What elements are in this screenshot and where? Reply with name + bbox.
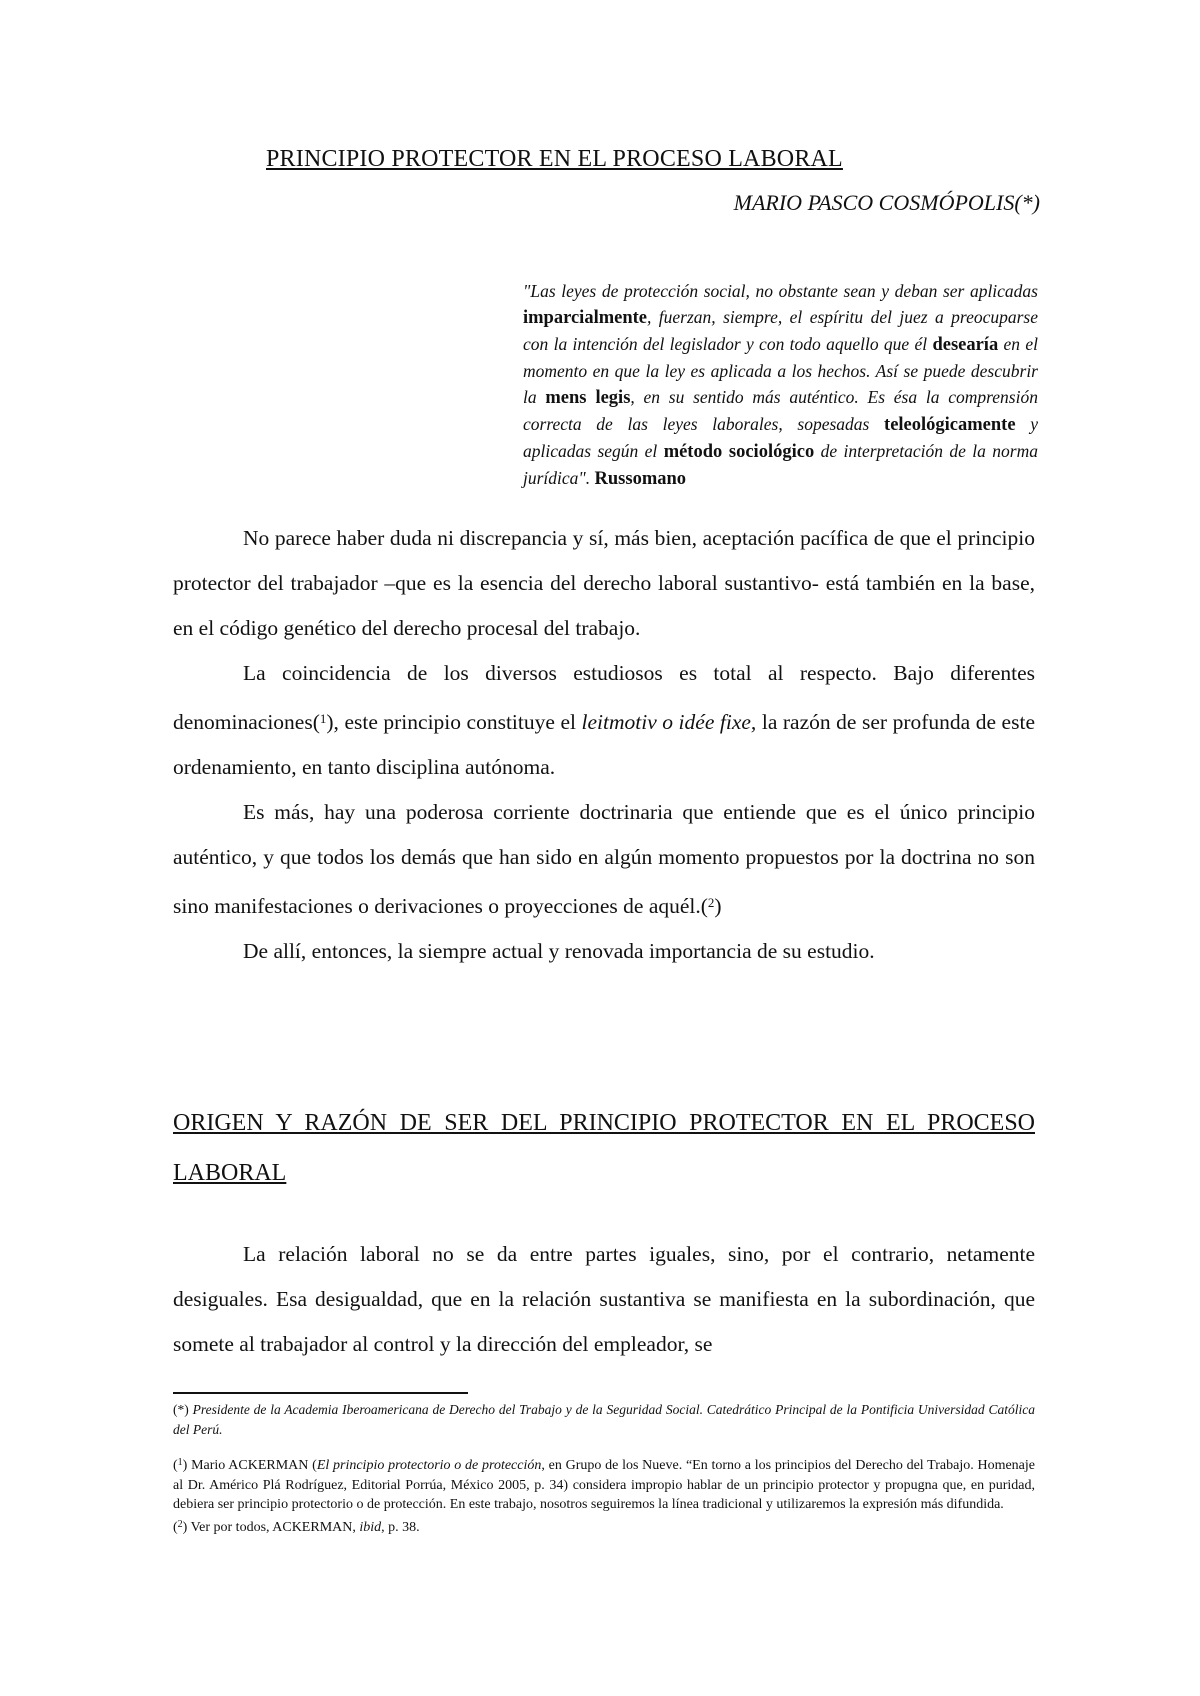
epigraph-emphasis: método sociológico xyxy=(663,442,815,462)
footnote-text: , en Grupo de los Nueve. “En torno a los principios del Derecho del Trabajo. Homenaje al Dr. Américo Plá Rodríguez, Editorial Porrúa, México 2005, p. 34) considera impropio hablar de un principio protector y propugna que, en puridad, debiera ser principio protectorio o de protección. En este trabajo, nosotros seguiremos la línea tradicional y utilizaremos la expresión más difundida. xyxy=(173,1458,1035,1512)
epigraph-emphasis: imparcialmente xyxy=(523,308,647,328)
paragraph-text: ), este principio constituye el xyxy=(326,710,582,734)
footnotes xyxy=(173,1400,1035,1537)
section-heading: ORIGEN Y RAZÓN DE SER DEL PRINCIPIO PROTECTOR EN EL PROCESO LABORAL xyxy=(173,1110,1035,1186)
epigraph-text: , en su sentido más auténtico. Es ésa la comprensión correcta de las leyes laborales, sopesadas xyxy=(523,387,1038,434)
footnote-text: ) Mario ACKERMAN ( xyxy=(182,1458,317,1473)
epigraph-text: , fuerzan, siempre, el espíritu del juez a preocuparse con la intención del legislador y con todo aquello que él xyxy=(523,307,1038,354)
body-text xyxy=(173,516,1035,974)
footnote-italic: ibid xyxy=(359,1519,382,1535)
paragraph-text: ) xyxy=(714,894,722,918)
footnote-text: ) Ver por todos, ACKERMAN, xyxy=(182,1519,360,1535)
epigraph-text: de interpretación de la norma jurídica". xyxy=(523,441,1038,488)
paragraph-text: La coincidencia de los diversos estudiosos es total al respecto. Bajo diferentes denominaciones( xyxy=(173,661,1035,734)
epigraph-emphasis: desearía xyxy=(932,335,999,355)
footnote-ref[interactable]: 1 xyxy=(319,711,327,726)
document-author: MARIO PASCO COSMÓPOLIS(*) xyxy=(733,190,1040,215)
footnote-ref[interactable]: 2 xyxy=(707,895,715,910)
body-paragraph xyxy=(173,790,1035,929)
footnote-text: ( xyxy=(173,1458,178,1473)
footnote-mark: (*) xyxy=(173,1402,189,1417)
epigraph-text: "Las leyes de protección social, no obstante sean y deban ser aplicadas xyxy=(523,281,1038,301)
italic-phrase: leitmotiv o idée fixe, xyxy=(581,710,757,734)
footnote-number: 2 xyxy=(177,1518,183,1530)
footnote-author xyxy=(173,1400,1035,1439)
epigraph-quote xyxy=(523,278,1038,492)
body-paragraph xyxy=(173,651,1035,790)
epigraph-emphasis: mens legis xyxy=(545,388,631,408)
epigraph-text: y aplicadas según el xyxy=(523,414,1038,461)
paragraph-text: Es más, hay una poderosa corriente doctrinaria que entiende que es el único principio auténtico, y que todos los demás que han sido en algún momento propuestos por la doctrina no son sino manifestaciones o derivaciones o proyecciones de aquél.( xyxy=(173,800,1035,918)
body-paragraph: La relación laboral no se da entre partes iguales, sino, por el contrario, netamente desiguales. Esa desigualdad, que en la relación sustantiva se manifiesta en la subordinación, que somete al trabajador al control y la dirección del empleador, se xyxy=(173,1242,1035,1356)
footnote-text: , p. 38. xyxy=(381,1519,420,1535)
footnote-italic: El principio protectorio o de protección xyxy=(316,1458,542,1473)
epigraph-emphasis: teleológicamente xyxy=(884,415,1016,435)
epigraph-attribution: Russomano xyxy=(594,469,687,489)
footnote-2 xyxy=(173,1515,1035,1538)
footnote-number: 1 xyxy=(177,1457,183,1468)
epigraph-text: en el momento en que la ley es aplicada a los hechos. Así se puede descubrir la xyxy=(523,334,1038,407)
footnote-1 xyxy=(173,1453,1035,1515)
body-paragraph: No parece haber duda ni discrepancia y sí, más bien, aceptación pacífica de que el principio protector del trabajador –que es la esencia del derecho laboral sustantivo- está también en la base, en el código genético del derecho procesal del trabajo. xyxy=(173,526,1035,640)
section-body xyxy=(173,1232,1035,1367)
body-paragraph: De allí, entonces, la siempre actual y renovada importancia de su estudio. xyxy=(243,939,875,963)
footnote-text: Presidente de la Academia Iberoamericana de Derecho del Trabajo y de la Seguridad Social. Catedrático Principal de la Pontificia Universidad Católica del Perú. xyxy=(173,1402,1035,1437)
footnote-divider xyxy=(173,1392,468,1394)
paragraph-text: la razón de ser profunda de este ordenamiento, en tanto disciplina autónoma. xyxy=(173,710,1035,779)
document-title: PRINCIPIO PROTECTOR EN EL PROCESO LABORAL xyxy=(266,146,843,172)
footnote-text: ( xyxy=(173,1519,178,1535)
